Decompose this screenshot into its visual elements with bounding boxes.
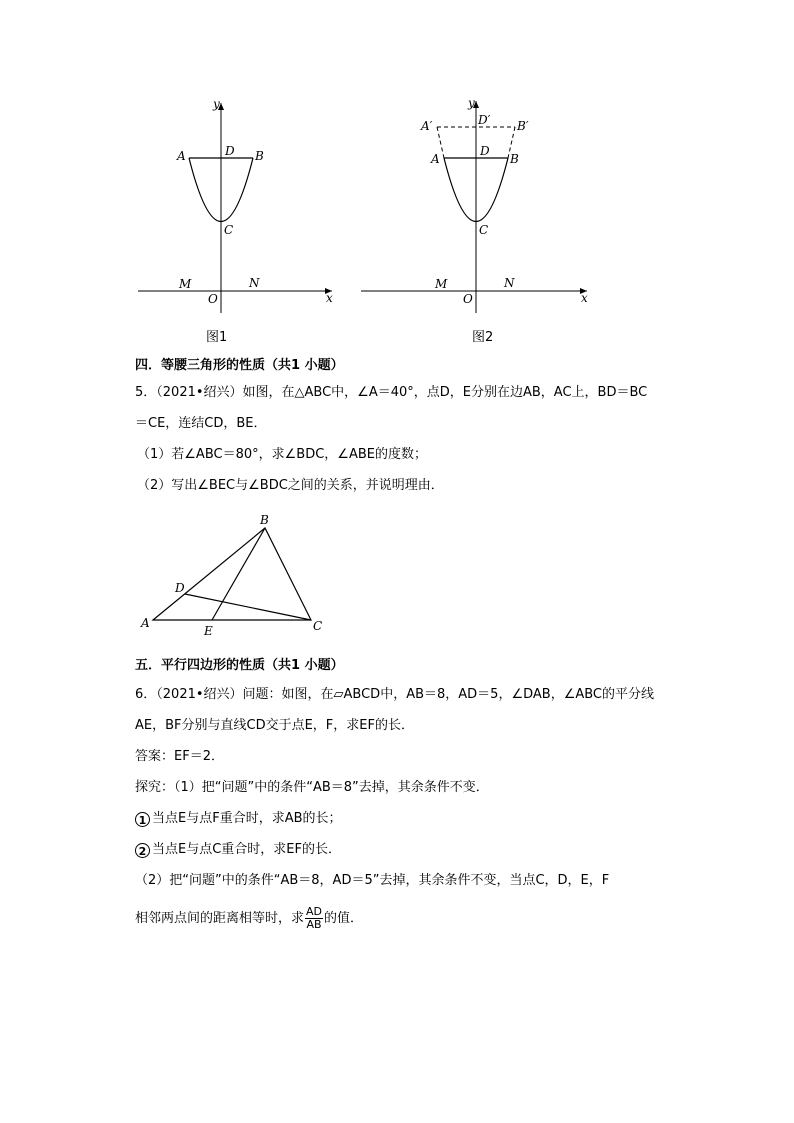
label-o: O [463, 292, 473, 306]
label-d: D [225, 144, 235, 158]
label-y: y [213, 97, 220, 111]
label-a: A [141, 616, 150, 630]
q6-line-1: 6．（2021•绍兴）问题：如图，在▱ABCD中，AB＝8，AD＝5，∠DAB，∠ABC的平分线 [135, 687, 655, 702]
item-1-text: 当点E与点F重合时，求AB的长； [152, 811, 342, 826]
figure-2 [355, 95, 595, 320]
triangle-figure [135, 508, 335, 643]
q5-part-1: （1）若∠ABC＝80°，求∠BDC，∠ABE的度数； [137, 447, 427, 462]
label-m: M [179, 277, 192, 291]
label-a-prime: A′ [421, 119, 433, 133]
item-2 [135, 841, 341, 859]
part-2-line-2-post: 的值． [324, 911, 364, 926]
section-5-title: 五．平行四边形的性质（共1 小题） [135, 658, 344, 673]
label-y: y [468, 96, 475, 110]
figure-2-caption: 图2 [472, 330, 494, 345]
segment-be [212, 528, 265, 620]
label-n: N [249, 276, 260, 290]
label-o: O [208, 292, 218, 306]
label-x: x [581, 291, 588, 305]
q5-line-1: 5．（2021•绍兴）如图，在△ABC中，∠A＝40°，点D，E分别在边AB，AC上，BD＝BC [135, 385, 648, 400]
item-1 [135, 810, 342, 828]
label-n: N [504, 276, 515, 290]
label-d: D [480, 144, 490, 158]
section-4-title: 四．等腰三角形的性质（共1 小题） [135, 358, 344, 373]
circled-number-2: 2 [135, 843, 150, 858]
figure-1-caption: 图1 [206, 330, 228, 345]
label-b-prime: B′ [517, 119, 529, 133]
label-a: A [177, 149, 186, 163]
label-c: C [479, 223, 489, 237]
q6-line-2: AE，BF分别与直线CD交于点E，F，求EF的长． [135, 718, 414, 733]
label-x: x [326, 291, 333, 305]
figure-2-svg [355, 95, 595, 320]
q5-line-2: ＝CE，连结CD，BE． [135, 416, 267, 431]
label-a: A [431, 152, 440, 166]
q5-part-2: （2）写出∠BEC与∠BDC之间的关系，并说明理由． [137, 478, 444, 493]
fraction-ad-over-ab [305, 906, 323, 931]
figure-1 [130, 95, 340, 320]
circled-number-1: 1 [135, 812, 150, 827]
label-c: C [313, 619, 323, 633]
label-b: B [260, 513, 269, 527]
answer: 答案：EF＝2． [135, 749, 224, 764]
figure-1-svg [130, 95, 340, 320]
part-2-line-2 [135, 906, 363, 931]
explore-part-1: 探究：（1）把“问题”中的条件“AB＝8”去掉，其余条件不变． [135, 780, 489, 795]
fraction-numerator: AD [306, 905, 323, 918]
label-c: C [224, 223, 234, 237]
label-e: E [204, 624, 213, 638]
part-2-line-1: （2）把“问题”中的条件“AB＝8，AD＝5”去掉，其余条件不变，当点C，D，E，F [135, 873, 610, 888]
part-2-line-2-pre: 相邻两点间的距离相等时，求 [135, 911, 305, 926]
triangle-abc [153, 528, 311, 620]
triangle-svg [135, 508, 335, 643]
label-d-prime: D′ [478, 113, 491, 127]
label-d: D [175, 581, 185, 595]
label-b: B [255, 149, 264, 163]
fraction-denominator: AB [306, 918, 322, 931]
label-b: B [510, 152, 519, 166]
label-m: M [435, 277, 448, 291]
segment-dc [185, 594, 311, 620]
item-2-text: 当点E与点C重合时，求EF的长． [152, 842, 341, 857]
